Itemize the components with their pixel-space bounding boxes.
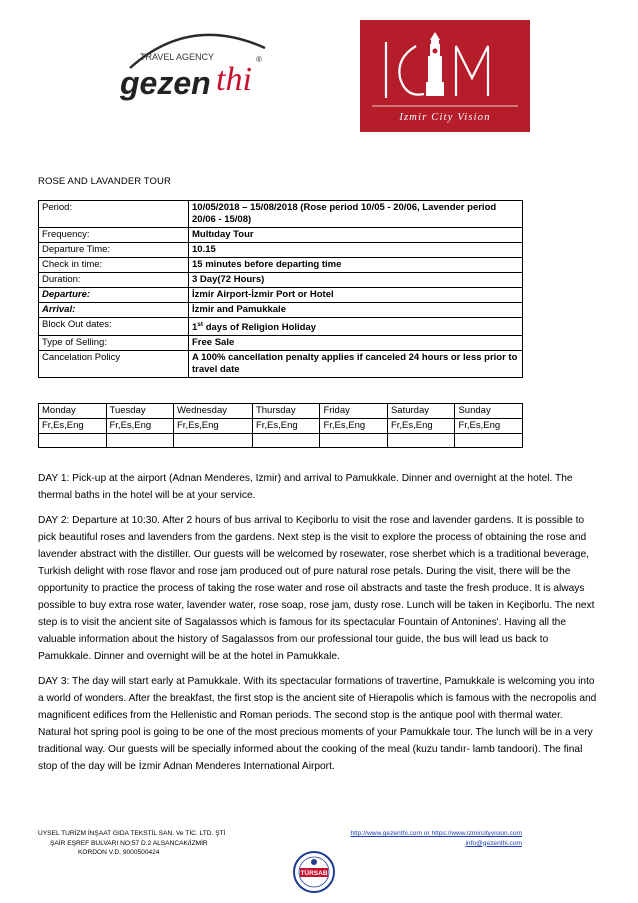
gezenthi-logo [100, 20, 280, 110]
info-value: 15 minutes before departing time [189, 258, 523, 273]
tour-info-table [38, 200, 523, 378]
website-links[interactable]: http://www.gezenthi.com or https://www.izmircityvision.com [350, 830, 522, 837]
document-title: ROSE AND LAVANDER TOUR [38, 176, 171, 187]
info-label: Departure Time: [39, 243, 189, 258]
info-value [189, 318, 523, 336]
table-header-row [39, 404, 523, 419]
info-value: 10/05/2018 – 15/08/2018 (Rose period 10/05 - 20/06, Lavender period 20/06 - 15/08) [189, 201, 523, 228]
empty-cell [174, 434, 253, 448]
value-text: days of Religion Holiday [203, 322, 317, 334]
company-address [38, 829, 225, 858]
agency-label: TRAVEL AGENCY [140, 52, 215, 62]
table-row [39, 228, 523, 243]
table-row [39, 273, 523, 288]
empty-cell [106, 434, 174, 448]
company-street: ŞAİR EŞREF BULVARI NO:57 D.2 ALSANCAK/İZMİR [50, 839, 208, 847]
weekly-schedule-table [38, 403, 523, 448]
info-label: Block Out dates: [39, 318, 189, 336]
table-row [39, 336, 523, 351]
info-value: Multıday Tour [189, 228, 523, 243]
empty-cell [252, 434, 320, 448]
izmir-city-vision-logo [360, 20, 530, 132]
info-label: Cancelation Policy [39, 351, 189, 378]
email-link[interactable]: info@gezenthi.com [465, 839, 522, 847]
language-cell: Fr,Es,Eng [174, 419, 253, 434]
table-row-empty [39, 434, 523, 448]
table-row [39, 419, 523, 434]
language-cell: Fr,Es,Eng [455, 419, 523, 434]
table-row [39, 318, 523, 336]
day-3-paragraph: DAY 3: The day will start early at Pamukkale. With its spectacular formations of travertine, Pamukkale is welcoming you into a world of wonders. After the breakfast, the first stop is the ancient site of Hierapolis which is famous with the necropolis and magnificent edifices from the Hellenistic and Roman periods. The second stop is the antique pool with thermal water. Natural hot spring pool is going to be one of the most precious moments of your Pamukkale tour. The lunch will be in a very traditional way. Our guests will be specially informed about the cooking of the meal (kuzu tandır- lamb tandoori). The final stop of the day will be İzmir Adnan Menderes International Airport. [38, 676, 597, 772]
info-label: Check in time: [39, 258, 189, 273]
info-label: Arrival: [39, 303, 189, 318]
brand-thi: thi [216, 61, 252, 98]
empty-cell [455, 434, 523, 448]
info-value: İzmir and Pamukkale [189, 303, 523, 318]
day-header: Friday [320, 404, 388, 419]
info-label: Duration: [39, 273, 189, 288]
language-cell: Fr,Es,Eng [387, 419, 455, 434]
day-1-paragraph: DAY 1: Pick-up at the airport (Adnan Menderes, Izmir) and arrival to Pamukkale. Dinner and overnight at the hotel. The thermal baths in the hotel will be at your service. [38, 473, 573, 501]
brand-gezen: gezen [120, 65, 211, 101]
company-tax-office: KORDON V.D. 9000500424 [78, 849, 160, 856]
info-label: Type of Selling: [39, 336, 189, 351]
day-header: Thursday [252, 404, 320, 419]
language-cell: Fr,Es,Eng [252, 419, 320, 434]
info-label: Departure: [39, 288, 189, 303]
logo-subtitle: Izmir City Vision [399, 112, 491, 123]
info-value: İzmir Airport-İzmir Port or Hotel [189, 288, 523, 303]
language-cell: Fr,Es,Eng [106, 419, 174, 434]
day-header: Sunday [455, 404, 523, 419]
info-label: Period: [39, 201, 189, 228]
info-value: 3 Day(72 Hours) [189, 273, 523, 288]
table-row [39, 288, 523, 303]
value-ordinal: st [197, 321, 204, 328]
registered-mark: ® [256, 55, 262, 64]
info-value: Free Sale [189, 336, 523, 351]
tursab-badge-icon [292, 850, 336, 894]
table-row [39, 201, 523, 228]
empty-cell [387, 434, 455, 448]
value-number: 1 [192, 322, 198, 334]
day-header: Monday [39, 404, 107, 419]
info-value: 10.15 [189, 243, 523, 258]
badge-label: TÜRSAB [300, 870, 328, 877]
table-row [39, 243, 523, 258]
contact-links [334, 829, 522, 848]
table-row [39, 303, 523, 318]
day-header: Tuesday [106, 404, 174, 419]
info-label: Frequency: [39, 228, 189, 243]
language-cell: Fr,Es,Eng [320, 419, 388, 434]
empty-cell [39, 434, 107, 448]
day-header: Wednesday [174, 404, 253, 419]
table-row [39, 351, 523, 378]
table-row [39, 258, 523, 273]
day-2-paragraph: DAY 2: Departure at 10:30. After 2 hours of bus arrival to Keçiborlu to visit the rose and lavender gardens. It is possible to pick beautiful roses and lavenders from the gardens. Next step is the visit to explore the process of obtaining the rose and lavender abstract with the distiller. Our guests will be welcomed by rosewater, rose sherbet which is a traditional beverage, Turkish delight with rose flavor and rose jam produced out of pure natural rose petals. During the visit, there will be the opportunity to practice the process of taking the rose water and rose oil abstracts and taste the fresh produce. It is always possible to buy extra rose water, lavender water, rose soap, rose jam, dusty rose. Lunch will be taken in Keçiborlu. The next step is to visit the ancient site of Sagalassos which is famous for its spectacular Fountain of Antonines'. Having all the valuable information about the history of Sagalassos from our professional tour guide, the bus will lead us back to Pamukkale. Dinner and overnight will be at the hotel in Pamukkale. [38, 515, 595, 662]
empty-cell [320, 434, 388, 448]
day-header: Saturday [387, 404, 455, 419]
company-name: UYSEL TURİZM İNŞAAT GIDA TEKSTİL SAN. Ve TİC. LTD. ŞTİ [38, 830, 226, 837]
language-cell: Fr,Es,Eng [39, 419, 107, 434]
info-value: A 100% cancellation penalty applies if canceled 24 hours or less prior to travel date [189, 351, 523, 378]
itinerary-text [38, 470, 598, 783]
